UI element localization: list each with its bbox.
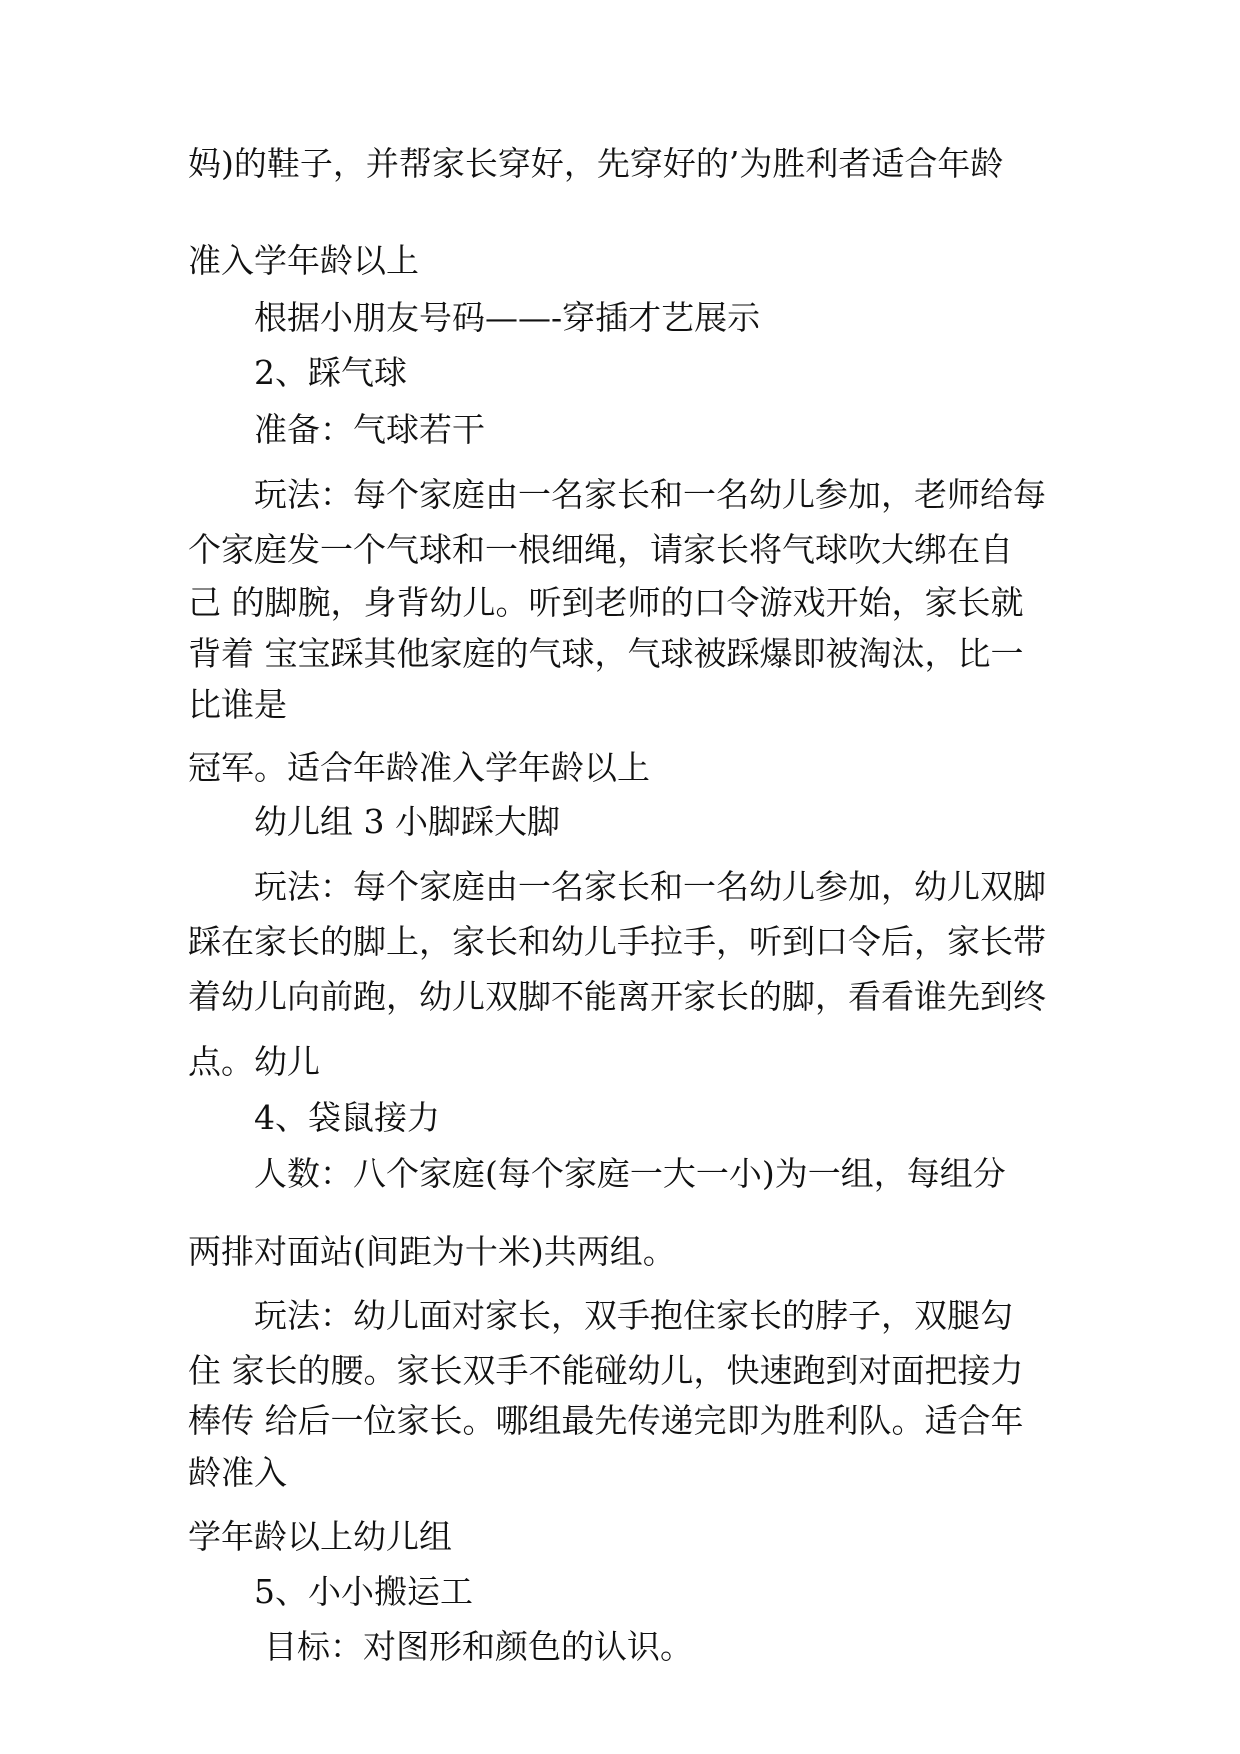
text-line: 冠军。适合年龄准入学年龄以上 — [188, 748, 650, 787]
text-line: 4、袋鼠接力 — [254, 1098, 440, 1137]
text-line: 2、踩气球 — [254, 353, 407, 392]
text-line: 己 的脚腕，身背幼儿。听到老师的口令游戏开始，家长就 — [188, 583, 1024, 622]
text-line: 比谁是 — [188, 685, 287, 724]
text-line: 背着 宝宝踩其他家庭的气球，气球被踩爆即被淘汰，比一 — [188, 634, 1024, 673]
text-line: 学年龄以上幼儿组 — [188, 1517, 452, 1556]
text-line: 玩法：每个家庭由一名家长和一名幼儿参加，幼儿双脚 — [254, 867, 1046, 906]
text-line: 妈)的鞋子，并帮家长穿好，先穿好的’为胜利者适合年龄 — [188, 144, 1004, 183]
text-line: 踩在家长的脚上，家长和幼儿手拉手，听到口令后，家长带 — [188, 922, 1046, 961]
text-line: 幼儿组 3 小脚踩大脚 — [254, 802, 560, 841]
text-line: 着幼儿向前跑，幼儿双脚不能离开家长的脚，看看谁先到终 — [188, 977, 1046, 1016]
text-line: 个家庭发一个气球和一根细绳，请家长将气球吹大绑在自 — [188, 530, 1013, 569]
text-line: 人数：八个家庭(每个家庭一大一小)为一组，每组分 — [254, 1154, 1006, 1193]
text-line: 两排对面站(间距为十米)共两组。 — [188, 1232, 676, 1271]
text-line: 准备：气球若干 — [254, 410, 485, 449]
text-line: 棒传 给后一位家长。哪组最先传递完即为胜利队。适合年 — [188, 1401, 1024, 1440]
text-line: 玩法：幼儿面对家长，双手抱住家长的脖子，双腿勾 — [254, 1296, 1013, 1335]
text-line: 点。幼儿 — [188, 1042, 320, 1081]
text-line: 玩法：每个家庭由一名家长和一名幼儿参加，老师给每 — [254, 475, 1046, 514]
text-line: 住 家长的腰。家长双手不能碰幼儿，快速跑到对面把接力 — [188, 1351, 1024, 1390]
text-line: 5、小小搬运工 — [254, 1572, 473, 1611]
text-line: 龄准入 — [188, 1453, 287, 1492]
text-line: 准入学年龄以上 — [188, 241, 419, 280]
text-line: 目标：对图形和颜色的认识。 — [264, 1627, 693, 1666]
text-line: 根据小朋友号码——-穿插才艺展示 — [254, 298, 761, 337]
